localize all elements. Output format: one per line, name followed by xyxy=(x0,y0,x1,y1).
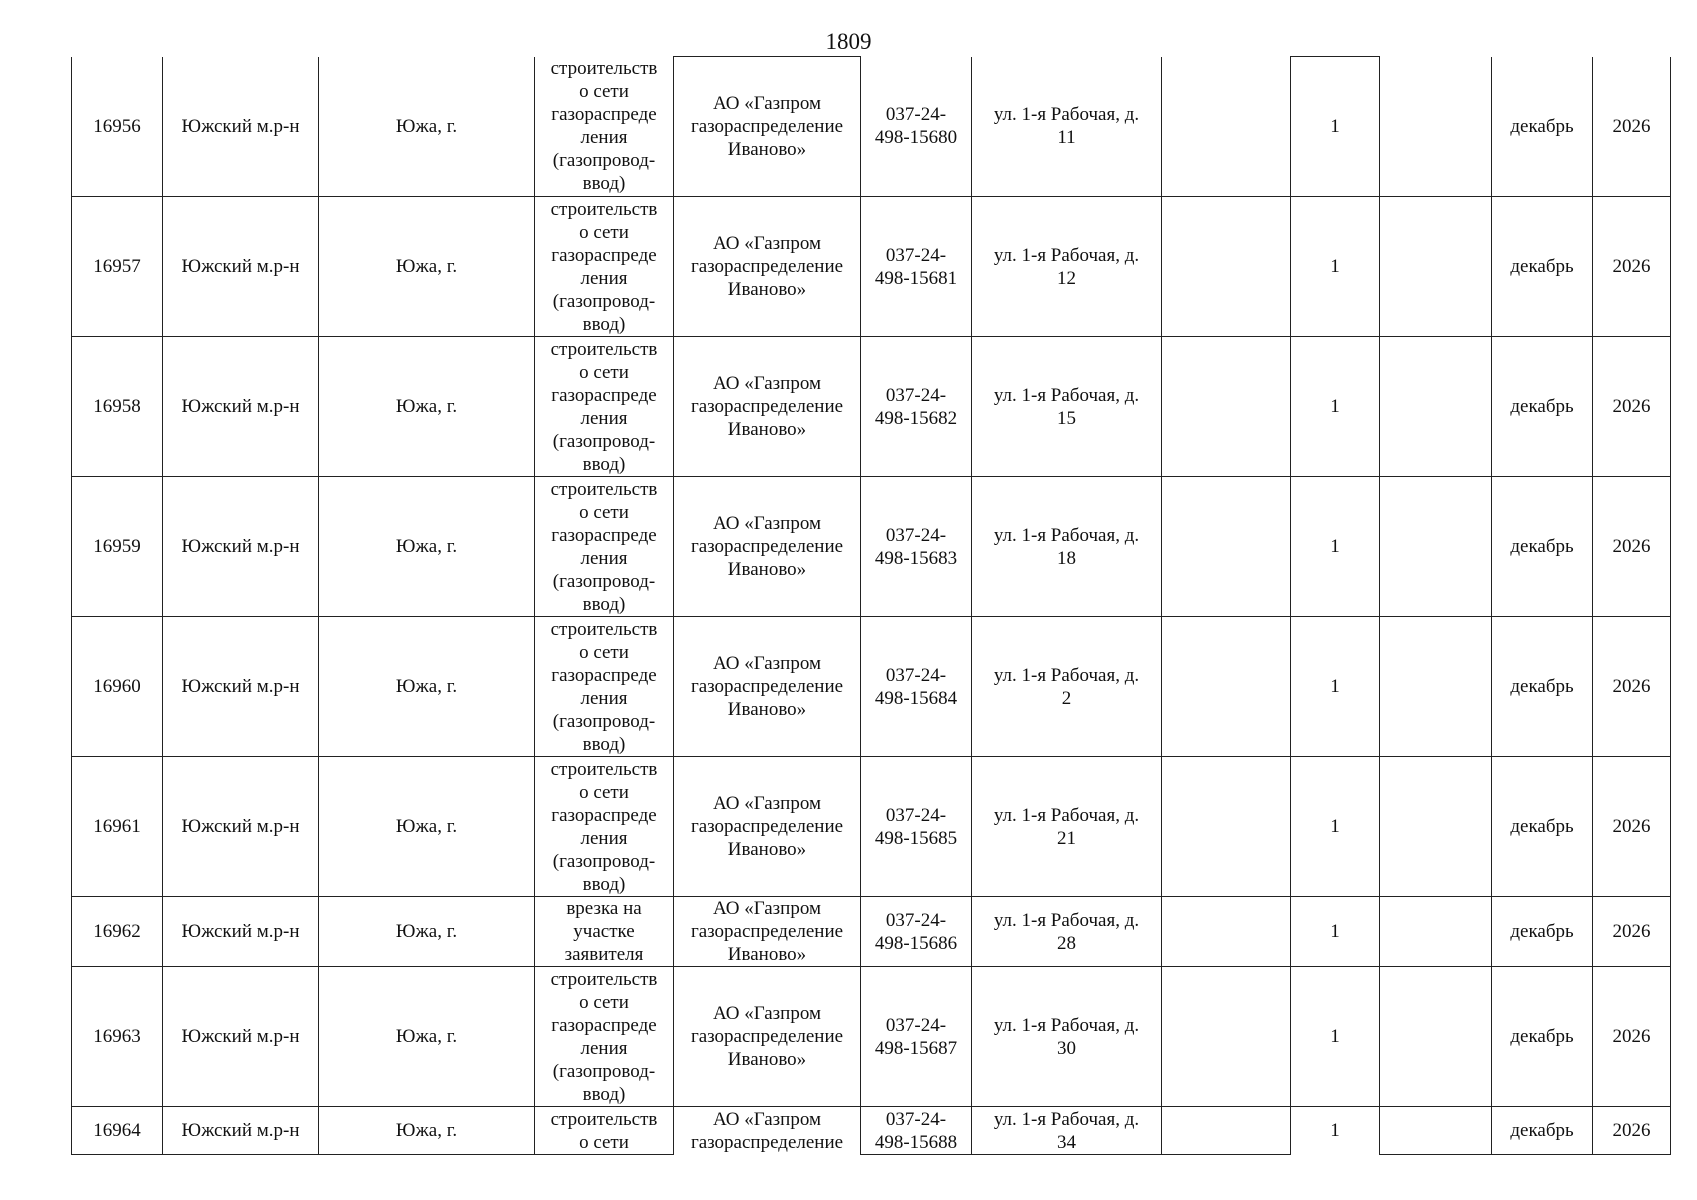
address-cell xyxy=(972,477,1162,617)
table-row xyxy=(72,967,1671,1107)
work-type-line: ления xyxy=(580,267,628,289)
application-code-line: 498-15684 xyxy=(874,687,958,709)
year-cell: 2026 xyxy=(1593,337,1671,477)
row-number-cell: 16956 xyxy=(72,57,163,197)
empty-cell xyxy=(1380,57,1492,197)
application-code-line: 498-15682 xyxy=(874,407,958,429)
work-type-line: о сети xyxy=(579,81,629,103)
application-code-cell xyxy=(861,757,972,897)
month-cell: декабрь xyxy=(1492,57,1593,197)
row-number-cell: 16958 xyxy=(72,337,163,477)
month-cell: декабрь xyxy=(1492,617,1593,757)
district-cell: Южский м.р-н xyxy=(163,1107,319,1155)
application-code-cell xyxy=(861,967,972,1107)
address-line: 15 xyxy=(1057,407,1076,429)
quantity-cell: 1 xyxy=(1291,897,1380,967)
year-cell: 2026 xyxy=(1593,967,1671,1107)
organization-line: АО «Газпром xyxy=(712,898,822,919)
quantity-cell: 1 xyxy=(1291,477,1380,617)
work-type-line: ввод) xyxy=(582,313,626,335)
work-type-line: ления xyxy=(580,127,628,149)
quantity-cell: 1 xyxy=(1291,757,1380,897)
quantity-cell: 1 xyxy=(1291,57,1380,197)
work-type-line: (газопровод- xyxy=(552,570,656,592)
work-type-line: ввод) xyxy=(582,873,626,895)
organization-line: газораспределение xyxy=(690,116,844,137)
application-code-cell xyxy=(861,1107,972,1155)
work-type-line: ввод) xyxy=(582,173,626,195)
work-type-line: строительств xyxy=(550,618,658,640)
work-type-cell xyxy=(535,337,674,477)
work-type-line: ввод) xyxy=(582,453,626,475)
address-line: 21 xyxy=(1057,827,1076,849)
work-type-line: ления xyxy=(580,687,628,709)
row-number-cell: 16961 xyxy=(72,757,163,897)
month-cell: декабрь xyxy=(1492,967,1593,1107)
work-type-cell xyxy=(535,197,674,337)
address-line: 18 xyxy=(1057,547,1076,569)
address-cell xyxy=(972,1107,1162,1155)
work-type-line: о сети xyxy=(579,991,629,1013)
application-code-line: 037-24- xyxy=(885,1014,947,1036)
work-type-line: ввод) xyxy=(582,733,626,755)
organization-line: Иваново» xyxy=(727,419,807,440)
application-code-line: 037-24- xyxy=(885,804,947,826)
year-cell: 2026 xyxy=(1593,757,1671,897)
organization-line: газораспределение xyxy=(690,396,844,417)
registry-table xyxy=(71,56,1671,1155)
table-row xyxy=(72,477,1671,617)
organization-line: АО «Газпром xyxy=(712,93,822,114)
work-type-line: участке xyxy=(573,921,635,942)
empty-cell xyxy=(1380,967,1492,1107)
month-cell: декабрь xyxy=(1492,337,1593,477)
work-type-cell xyxy=(535,967,674,1107)
address-cell xyxy=(972,897,1162,967)
quantity-cell: 1 xyxy=(1291,1107,1380,1155)
application-code-line: 498-15686 xyxy=(874,932,958,954)
address-cell xyxy=(972,967,1162,1107)
address-line: 30 xyxy=(1057,1037,1076,1059)
row-number-cell: 16964 xyxy=(72,1107,163,1155)
application-code-cell xyxy=(861,57,972,197)
district-cell: Южский м.р-н xyxy=(163,897,319,967)
empty-cell xyxy=(1162,337,1291,477)
application-code-cell xyxy=(861,337,972,477)
district-cell: Южский м.р-н xyxy=(163,197,319,337)
month-cell: декабрь xyxy=(1492,477,1593,617)
application-code-line: 498-15680 xyxy=(874,127,958,149)
organization-cell xyxy=(674,1107,861,1155)
work-type-line: ления xyxy=(580,1037,628,1059)
year-cell: 2026 xyxy=(1593,57,1671,197)
application-code-cell xyxy=(861,477,972,617)
organization-cell xyxy=(674,337,861,477)
work-type-line: о сети xyxy=(579,1131,629,1153)
table-row xyxy=(72,57,1671,197)
work-type-line: строительств xyxy=(550,338,658,360)
work-type-line: о сети xyxy=(579,361,629,383)
organization-line: Иваново» xyxy=(727,139,807,160)
page-number: 1809 xyxy=(825,29,872,54)
application-code-line: 037-24- xyxy=(885,384,947,406)
application-code-cell xyxy=(861,897,972,967)
month-cell: декабрь xyxy=(1492,197,1593,337)
organization-line: АО «Газпром xyxy=(712,793,822,814)
quantity-cell: 1 xyxy=(1291,337,1380,477)
work-type-line: газораспреде xyxy=(551,524,657,546)
address-cell xyxy=(972,617,1162,757)
organization-cell xyxy=(674,757,861,897)
address-line: ул. 1-я Рабочая, д. xyxy=(993,384,1140,406)
organization-line: АО «Газпром xyxy=(712,513,822,534)
district-cell: Южский м.р-н xyxy=(163,477,319,617)
work-type-line: ления xyxy=(580,407,628,429)
application-code-line: 037-24- xyxy=(885,524,947,546)
year-cell: 2026 xyxy=(1593,197,1671,337)
work-type-line: заявителя xyxy=(564,944,644,965)
work-type-line: газораспреде xyxy=(551,664,657,686)
application-code-line: 037-24- xyxy=(885,244,947,266)
address-line: ул. 1-я Рабочая, д. xyxy=(993,524,1140,546)
empty-cell xyxy=(1380,477,1492,617)
application-code-line: 498-15681 xyxy=(874,267,958,289)
organization-cell xyxy=(674,617,861,757)
organization-line: Иваново» xyxy=(727,1049,807,1070)
address-line: 11 xyxy=(1057,127,1076,149)
application-code-line: 037-24- xyxy=(885,909,947,931)
locality-cell: Южа, г. xyxy=(319,337,535,477)
work-type-cell xyxy=(535,617,674,757)
month-cell: декабрь xyxy=(1492,757,1593,897)
organization-line: газораспределение xyxy=(690,1026,844,1047)
empty-cell xyxy=(1162,57,1291,197)
registry-body xyxy=(72,57,1671,1155)
address-line: ул. 1-я Рабочая, д. xyxy=(993,1108,1140,1130)
organization-line: газораспределение xyxy=(690,256,844,277)
work-type-cell xyxy=(535,1107,674,1155)
year-cell: 2026 xyxy=(1593,617,1671,757)
application-code-line: 498-15687 xyxy=(874,1037,958,1059)
district-cell: Южский м.р-н xyxy=(163,337,319,477)
year-cell: 2026 xyxy=(1593,477,1671,617)
empty-cell xyxy=(1162,757,1291,897)
organization-line: газораспределение xyxy=(690,536,844,557)
work-type-line: газораспреде xyxy=(551,804,657,826)
work-type-line: ввод) xyxy=(582,1083,626,1105)
work-type-line: (газопровод- xyxy=(552,430,656,452)
application-code-line: 498-15685 xyxy=(874,827,958,849)
row-number-cell: 16957 xyxy=(72,197,163,337)
work-type-line: врезка на xyxy=(566,898,642,919)
empty-cell xyxy=(1380,757,1492,897)
work-type-cell xyxy=(535,757,674,897)
work-type-line: строительств xyxy=(550,968,658,990)
address-line: 28 xyxy=(1057,932,1076,954)
address-cell xyxy=(972,57,1162,197)
quantity-cell: 1 xyxy=(1291,617,1380,757)
work-type-cell xyxy=(535,897,674,967)
table-row xyxy=(72,757,1671,897)
application-code-line: 037-24- xyxy=(885,664,947,686)
application-code-line: 498-15683 xyxy=(874,547,958,569)
work-type-line: газораспреде xyxy=(551,244,657,266)
work-type-cell xyxy=(535,57,674,197)
table-row xyxy=(72,617,1671,757)
address-line: ул. 1-я Рабочая, д. xyxy=(993,909,1140,931)
district-cell: Южский м.р-н xyxy=(163,57,319,197)
empty-cell xyxy=(1162,617,1291,757)
organization-line: АО «Газпром xyxy=(712,233,822,254)
organization-line: газораспределение xyxy=(690,676,844,697)
address-line: ул. 1-я Рабочая, д. xyxy=(993,1014,1140,1036)
quantity-cell: 1 xyxy=(1291,967,1380,1107)
empty-cell xyxy=(1380,337,1492,477)
work-type-line: ления xyxy=(580,827,628,849)
organization-line: АО «Газпром xyxy=(712,373,822,394)
work-type-line: (газопровод- xyxy=(552,290,656,312)
address-cell xyxy=(972,197,1162,337)
empty-cell xyxy=(1162,1107,1291,1155)
application-code-line: 037-24- xyxy=(885,104,947,126)
district-cell: Южский м.р-н xyxy=(163,757,319,897)
locality-cell: Южа, г. xyxy=(319,1107,535,1155)
locality-cell: Южа, г. xyxy=(319,197,535,337)
organization-line: Иваново» xyxy=(727,559,807,580)
work-type-line: (газопровод- xyxy=(552,850,656,872)
locality-cell: Южа, г. xyxy=(319,967,535,1107)
month-cell: декабрь xyxy=(1492,1107,1593,1155)
address-line: 34 xyxy=(1057,1131,1076,1153)
table-row xyxy=(72,1107,1671,1155)
work-type-line: газораспреде xyxy=(551,1014,657,1036)
work-type-line: (газопровод- xyxy=(552,150,656,172)
row-number-cell: 16959 xyxy=(72,477,163,617)
work-type-line: (газопровод- xyxy=(552,710,656,732)
organization-line: Иваново» xyxy=(727,839,807,860)
table-row xyxy=(72,897,1671,967)
row-number-cell: 16963 xyxy=(72,967,163,1107)
work-type-line: строительств xyxy=(550,478,658,500)
work-type-line: строительств xyxy=(550,758,658,780)
organization-cell xyxy=(674,477,861,617)
work-type-line: о сети xyxy=(579,781,629,803)
work-type-line: ввод) xyxy=(582,593,626,615)
address-line: ул. 1-я Рабочая, д. xyxy=(993,104,1140,126)
application-code-line: 037-24- xyxy=(885,1108,947,1130)
organization-line: Иваново» xyxy=(727,944,807,965)
row-number-cell: 16960 xyxy=(72,617,163,757)
work-type-line: строительств xyxy=(550,1108,658,1130)
locality-cell: Южа, г. xyxy=(319,757,535,897)
organization-line: Иваново» xyxy=(727,699,807,720)
locality-cell: Южа, г. xyxy=(319,897,535,967)
address-line: 2 xyxy=(1061,687,1072,709)
work-type-line: строительств xyxy=(550,198,658,220)
organization-line: Иваново» xyxy=(727,279,807,300)
application-code-cell xyxy=(861,197,972,337)
application-code-line: 498-15688 xyxy=(874,1131,958,1153)
month-cell: декабрь xyxy=(1492,897,1593,967)
work-type-line: (газопровод- xyxy=(552,1060,656,1082)
address-line: ул. 1-я Рабочая, д. xyxy=(993,244,1140,266)
address-line: ул. 1-я Рабочая, д. xyxy=(993,664,1140,686)
organization-line: АО «Газпром xyxy=(712,1108,822,1130)
quantity-cell: 1 xyxy=(1291,197,1380,337)
organization-line: газораспределение xyxy=(690,921,844,942)
district-cell: Южский м.р-н xyxy=(163,967,319,1107)
empty-cell xyxy=(1162,197,1291,337)
address-cell xyxy=(972,337,1162,477)
organization-line: газораспределение xyxy=(690,1131,844,1153)
organization-cell xyxy=(674,897,861,967)
table-row xyxy=(72,197,1671,337)
empty-cell xyxy=(1162,477,1291,617)
empty-cell xyxy=(1162,967,1291,1107)
organization-line: АО «Газпром xyxy=(712,1003,822,1024)
work-type-line: ления xyxy=(580,547,628,569)
year-cell: 2026 xyxy=(1593,1107,1671,1155)
organization-cell xyxy=(674,967,861,1107)
work-type-line: газораспреде xyxy=(551,104,657,126)
locality-cell: Южа, г. xyxy=(319,57,535,197)
application-code-cell xyxy=(861,617,972,757)
table-row xyxy=(72,337,1671,477)
address-cell xyxy=(972,757,1162,897)
empty-cell xyxy=(1380,617,1492,757)
organization-line: АО «Газпром xyxy=(712,653,822,674)
organization-cell xyxy=(674,197,861,337)
empty-cell xyxy=(1380,1107,1492,1155)
district-cell: Южский м.р-н xyxy=(163,617,319,757)
work-type-cell xyxy=(535,477,674,617)
year-cell: 2026 xyxy=(1593,897,1671,967)
address-line: 12 xyxy=(1057,267,1076,289)
work-type-line: о сети xyxy=(579,501,629,523)
locality-cell: Южа, г. xyxy=(319,617,535,757)
locality-cell: Южа, г. xyxy=(319,477,535,617)
address-line: ул. 1-я Рабочая, д. xyxy=(993,804,1140,826)
empty-cell xyxy=(1380,897,1492,967)
organization-line: газораспределение xyxy=(690,816,844,837)
row-number-cell: 16962 xyxy=(72,897,163,967)
work-type-line: о сети xyxy=(579,641,629,663)
organization-cell xyxy=(674,57,861,197)
work-type-line: о сети xyxy=(579,221,629,243)
empty-cell xyxy=(1162,897,1291,967)
empty-cell xyxy=(1380,197,1492,337)
work-type-line: газораспреде xyxy=(551,384,657,406)
work-type-line: строительств xyxy=(550,58,658,80)
